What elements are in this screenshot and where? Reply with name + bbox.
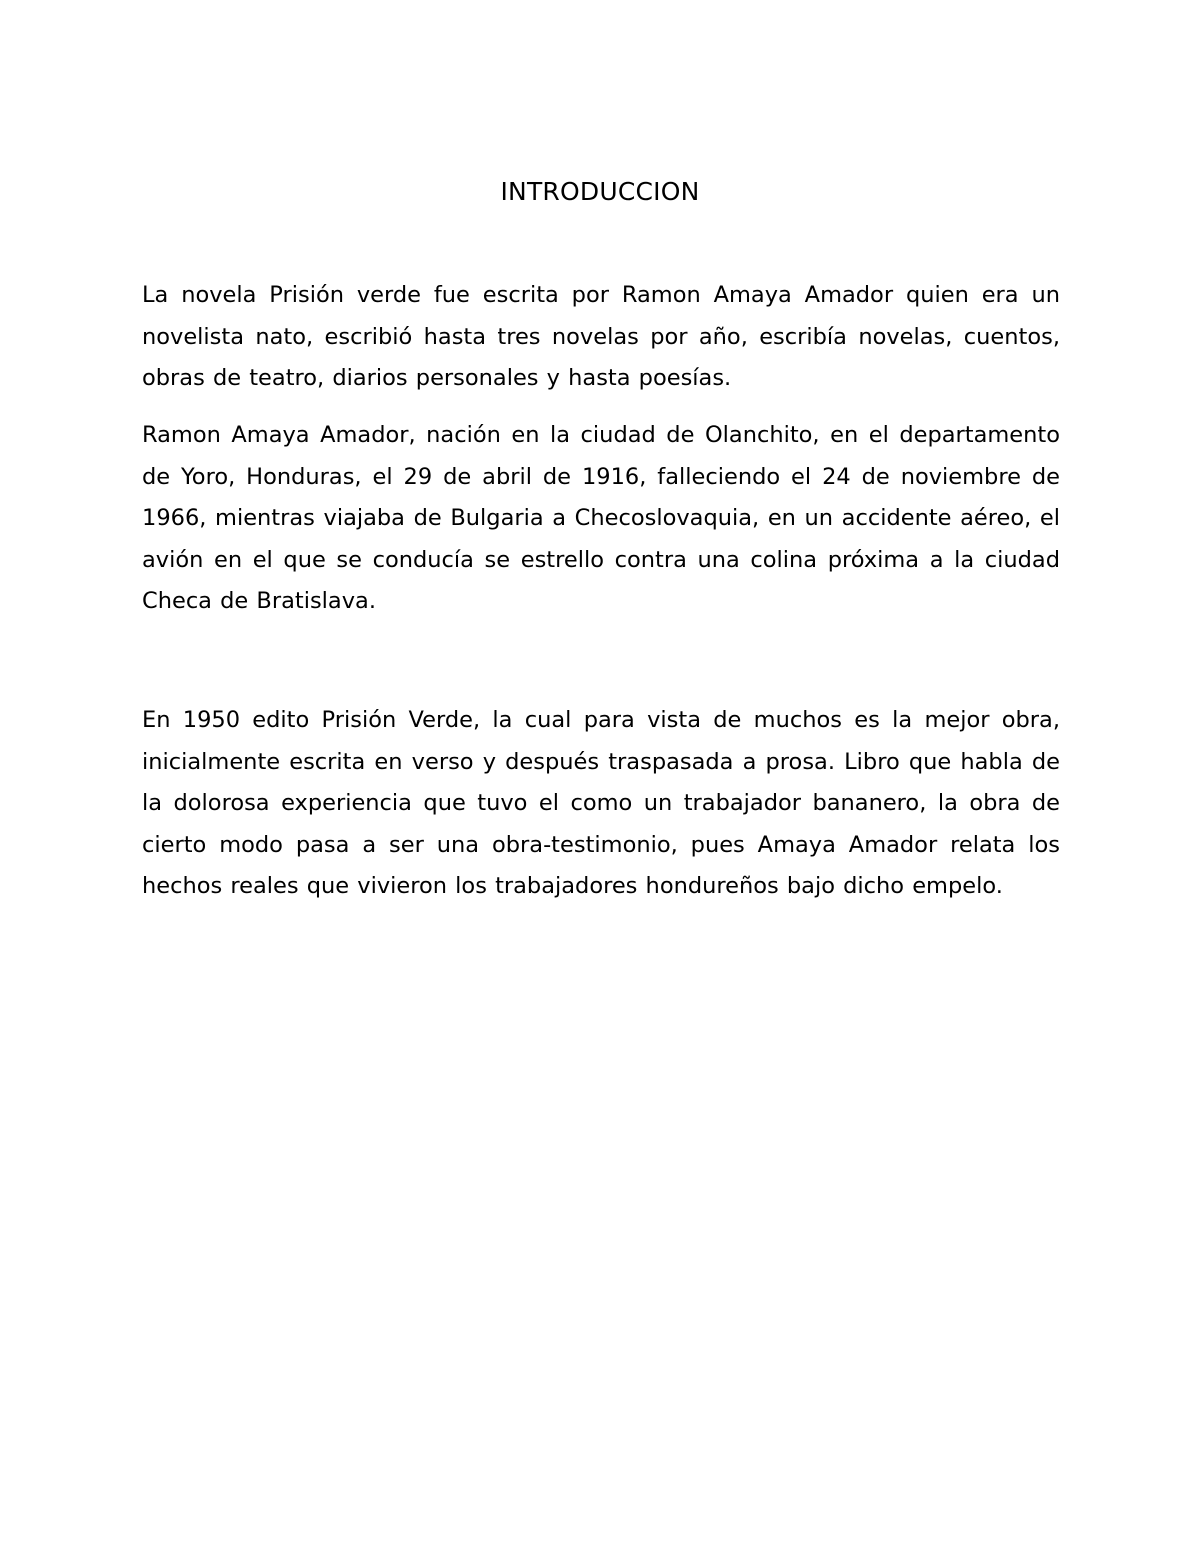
paragraph-prision-verde: En 1950 edito Prisión Verde, la cual para vista de muchos es la mejor obra, inicialmente escrita en verso y después traspasada a prosa. Libro que habla de la dolorosa experiencia que tuvo el como un trabajador bananero, la obra de cierto modo pasa a ser una obra-testimonio, pues Amaya Amador relata los hechos reales que vivieron los trabajadores hondureños bajo dicho empelo. [142, 707, 1060, 899]
paragraph-biography: Ramon Amaya Amador, nación en la ciudad de Olanchito, en el departamento de Yoro, Honduras, el 29 de abril de 1916, falleciendo el 24 de noviembre de 1966, mientras viajaba de Bulgaria a Checoslovaquia, en un accidente aéreo, el avión en el que se conducía se estrello contra una colina próxima a la ciudad Checa de Bratislava. [142, 422, 1060, 614]
document-title: INTRODUCCION [500, 177, 700, 206]
paragraph-intro: La novela Prisión verde fue escrita por Ramon Amaya Amador quien era un novelista nato, escribió hasta tres novelas por año, escribía novelas, cuentos, obras de teatro, diarios personales y hasta poesías. [142, 282, 1060, 391]
